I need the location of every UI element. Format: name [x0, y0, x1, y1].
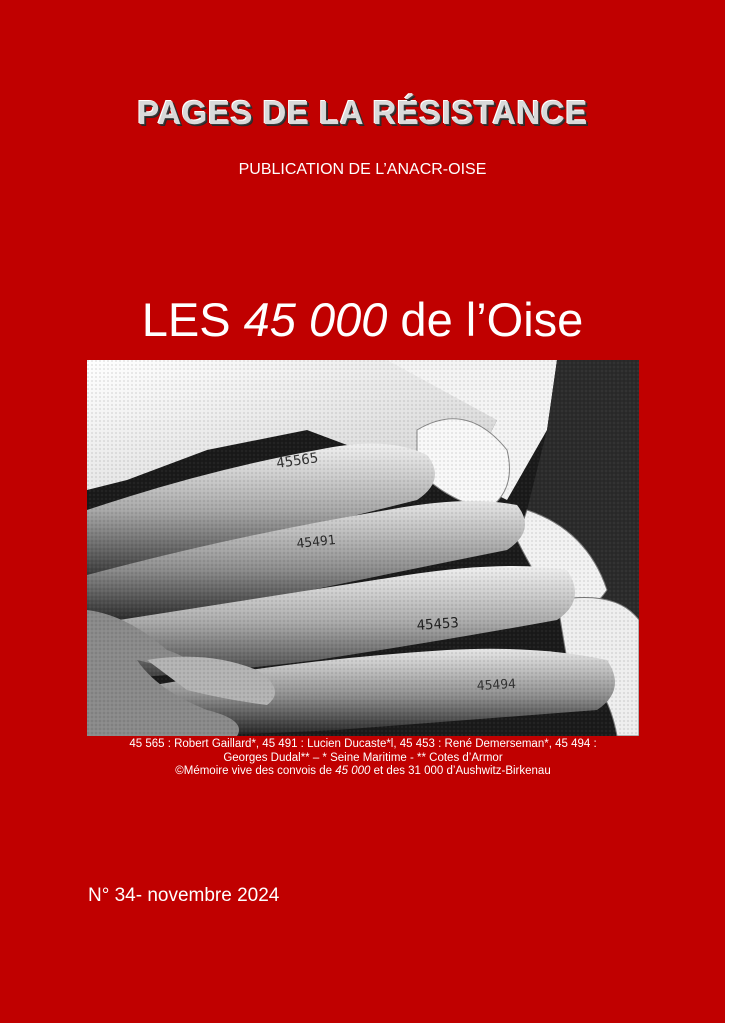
title-prefix: LES [141, 293, 244, 346]
caption-line-2: Georges Dudal** – * Seine Maritime - ** Cotes d’Armor [223, 751, 503, 764]
caption-credit-number: 45 000 [335, 765, 371, 777]
caption-credit-end: et des 31 000 d’Aushwitz-Birkenau [370, 765, 551, 777]
tattoo-number: 45494 [476, 676, 517, 694]
cover-photo [87, 360, 639, 736]
tattoo-number: 45453 [416, 615, 460, 634]
cover-title [0, 292, 725, 347]
caption-line-1: 45 565 : Robert Gaillard*, 45 491 : Lucien Ducaste*l, 45 453 : René Demerseman*, 45 494 : [129, 738, 597, 750]
caption-line-3 [80, 765, 646, 779]
tattoo-number: 45491 [295, 532, 337, 552]
photo-caption [80, 738, 646, 779]
publication-subtitle: PUBLICATION DE L’ANACR-OISE [238, 161, 487, 178]
title-suffix: de l’Oise [387, 293, 584, 346]
title-number: 45 000 [243, 293, 388, 346]
caption-credit-start: ©Mémoire vive des convois de [175, 765, 336, 777]
page-edge [725, 0, 731, 1023]
tattoo-number: 45565 [275, 450, 320, 472]
photo-arms-illustration [87, 360, 639, 736]
masthead-title: PAGES DE LA RÉSISTANCE [137, 94, 588, 131]
issue-number: N° 34- novembre 2024 [88, 885, 280, 906]
